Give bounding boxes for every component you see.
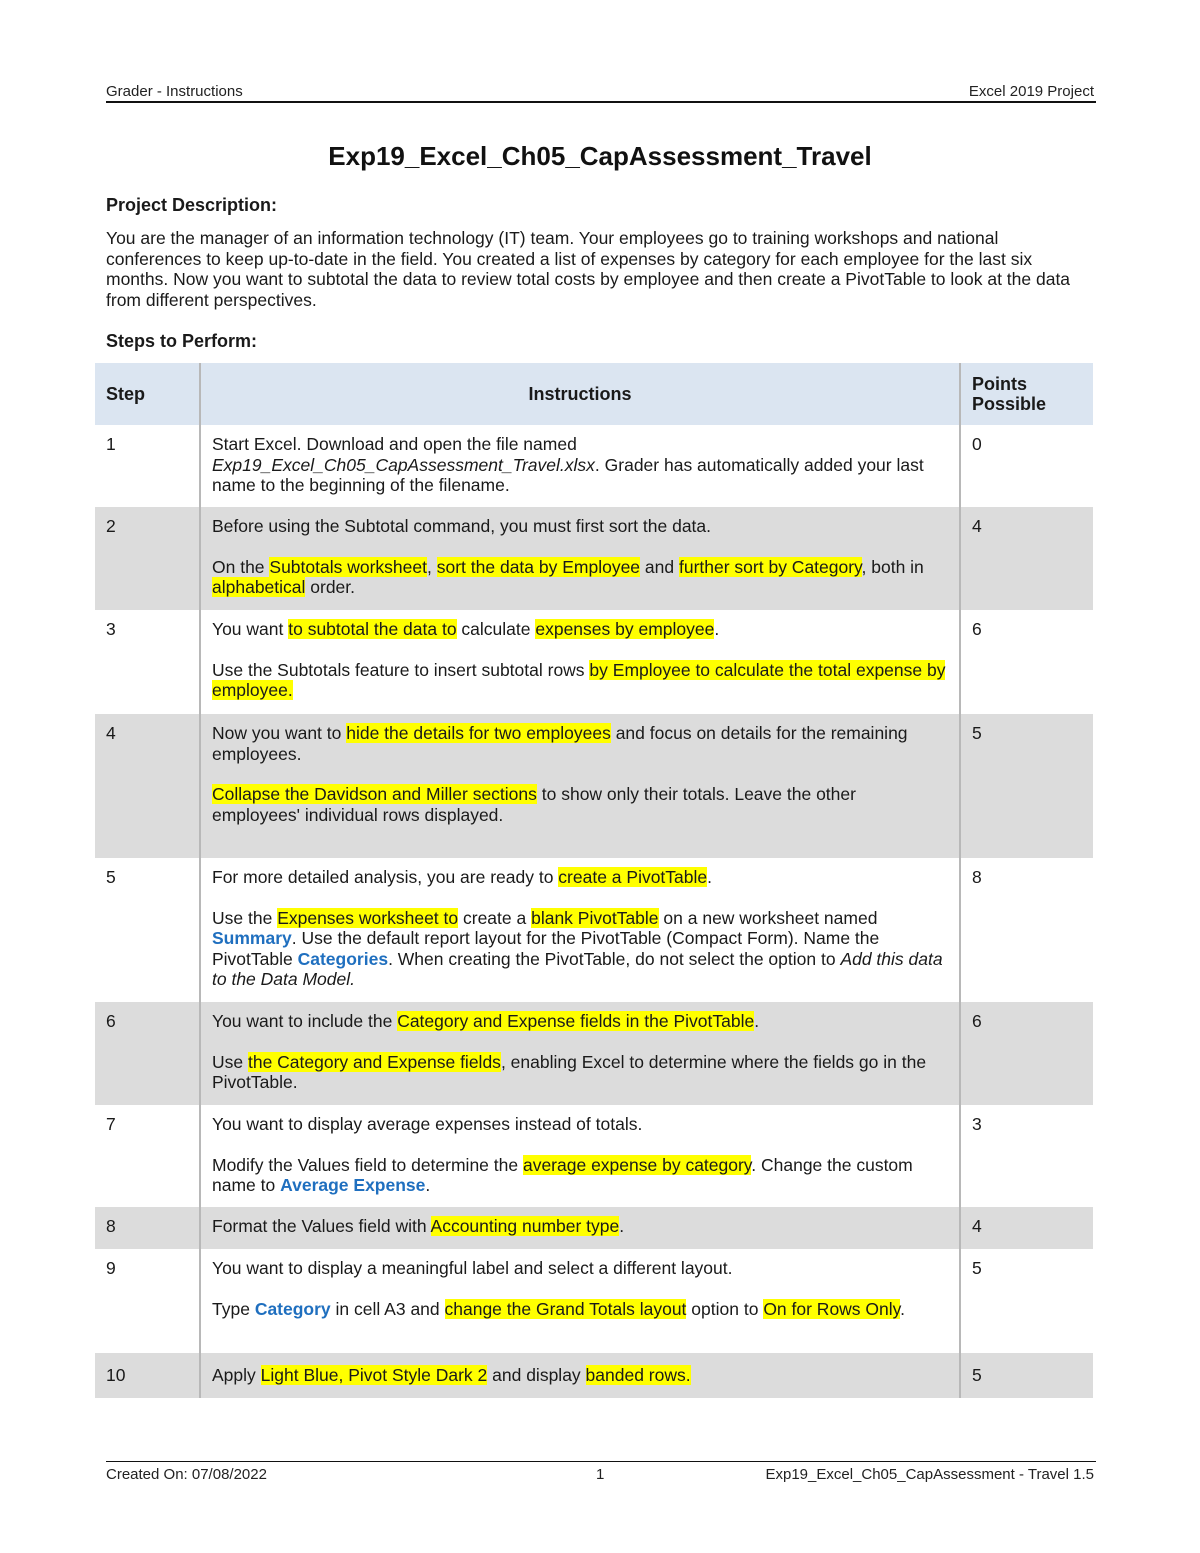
- points-value: 4: [960, 507, 1093, 610]
- table-row: [95, 1207, 1093, 1249]
- step-number: 5: [106, 867, 116, 887]
- points-value: 5: [960, 1353, 1093, 1398]
- instruction-cell: Start Excel. Download and open the file named Exp19_Excel_Ch05_CapAssessment_Travel.xlsx. Grader has automatically added your last name to the beginning of the filename.: [200, 425, 960, 507]
- footer-created-date: Created On: 07/08/2022: [106, 1466, 267, 1483]
- instruction-cell: Now you want to hide the details for two employees and focus on details for the remaining employees. Collapse the Davidson and Miller sections to show only their totals. Leave the other employees' individual rows displayed.: [200, 714, 960, 858]
- table-row: [95, 1353, 1093, 1398]
- instruction-cell: You want to include the Category and Expense fields in the PivotTable. Use the Category and Expense fields, enabling Excel to determine where the fields go in the PivotTable.: [200, 1002, 960, 1105]
- step-number: 6: [95, 1002, 200, 1105]
- table-header-row: [95, 363, 1093, 425]
- points-value: 5: [960, 714, 1093, 858]
- header-left-text: Grader - Instructions: [106, 83, 243, 100]
- points-value: 0: [972, 434, 982, 454]
- table-row: [95, 610, 1093, 714]
- step-number: 4: [95, 714, 200, 858]
- steps-table: [95, 363, 1093, 1398]
- step-number: 7: [106, 1114, 116, 1134]
- instruction-cell: You want to display a meaningful label and select a different layout. Type Category in cell A3 and change the Grand Totals layout option to On for Rows Only.: [200, 1249, 960, 1353]
- footer-divider: [106, 1461, 1096, 1462]
- step-number: 8: [95, 1207, 200, 1249]
- points-column-header: Points Possible: [960, 363, 1093, 425]
- step-number: 1: [106, 434, 116, 454]
- step-number: 2: [95, 507, 200, 610]
- points-value: 3: [972, 1114, 982, 1134]
- project-description-heading: Project Description:: [106, 195, 278, 215]
- step-number: 9: [106, 1258, 116, 1278]
- footer-document-id: Exp19_Excel_Ch05_CapAssessment - Travel 1.5: [765, 1466, 1094, 1483]
- instruction-cell: Before using the Subtotal command, you must first sort the data. On the Subtotals worksheet, sort the data by Employee and further sort by Category, both in alphabetical order.: [200, 507, 960, 610]
- project-description-text: You are the manager of an information technology (IT) team. Your employees go to training workshops and national conferences to keep up-to-date in the field. You created a list of expenses by category for each employee for the last six months. Now you want to subtotal the data to review total costs by employee and then create a PivotTable to look at the data from different perspectives.: [106, 228, 1071, 310]
- points-value: 5: [972, 1258, 982, 1278]
- instruction-cell: Apply Light Blue, Pivot Style Dark 2 and display banded rows.: [200, 1353, 960, 1398]
- steps-heading: Steps to Perform:: [106, 331, 258, 351]
- footer-page-number: 1: [596, 1466, 605, 1483]
- header-right-text: Excel 2019 Project: [968, 83, 1094, 100]
- table-row: [95, 507, 1093, 610]
- points-value: 6: [960, 1002, 1093, 1105]
- document-title: Exp19_Excel_Ch05_CapAssessment_Travel: [328, 141, 872, 171]
- table-row: [95, 1105, 1093, 1207]
- points-value: 6: [972, 619, 982, 639]
- instruction-cell: You want to display average expenses instead of totals. Modify the Values field to determine the average expense by category. Change the custom name to Average Expense.: [200, 1105, 960, 1207]
- page-header: [106, 82, 1094, 102]
- table-row: [95, 1249, 1093, 1353]
- table-row: [95, 425, 1093, 507]
- instruction-cell: For more detailed analysis, you are ready to create a PivotTable. Use the Expenses worksheet to create a blank PivotTable on a new worksheet named Summary. Use the default report layout for the PivotTable (Compact Form). Name the PivotTable Categories. When creating the PivotTable, do not select the option to Add this data to the Data Model.: [200, 858, 960, 1002]
- points-value: 8: [972, 867, 982, 887]
- table-row: [95, 858, 1093, 1002]
- instruction-cell: You want to subtotal the data to calculate expenses by employee. Use the Subtotals feature to insert subtotal rows by Employee to calculate the total expense by employee.: [200, 610, 960, 714]
- table-row: [95, 714, 1093, 858]
- table-row: [95, 1002, 1093, 1105]
- instructions-column-header: Instructions: [200, 363, 960, 425]
- points-value: 4: [960, 1207, 1093, 1249]
- instruction-cell: Format the Values field with Accounting number type.: [200, 1207, 960, 1249]
- step-number: 10: [95, 1353, 200, 1398]
- step-column-header: Step: [95, 363, 200, 425]
- step-number: 3: [106, 619, 116, 639]
- header-divider: [106, 101, 1096, 103]
